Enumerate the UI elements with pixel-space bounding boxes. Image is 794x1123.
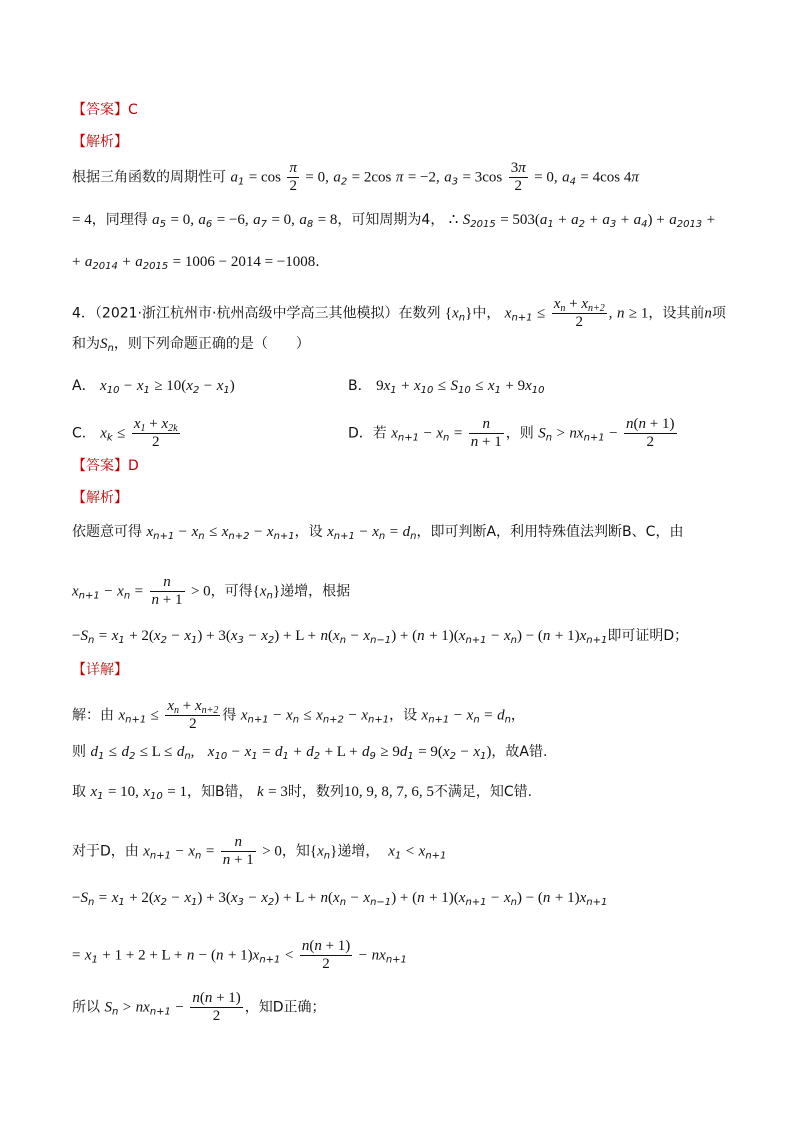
answer-label: 【答案】 [72, 458, 128, 474]
q4-analysis-line-2: $x_{n+1} - x_n$ = $\frac{n}{n + 1}$ > 0，可得$\{x_n\}$递增，根据 [72, 574, 351, 608]
fraction: $\frac{n(n + 1)}{2}$ [301, 938, 351, 972]
q4-stem-line-1: 4．（2021·浙江杭州市·杭州高级中学高三其他模拟）在数列 $\{x_n\}$中， $x_{n+1}$ ≤ $\frac{x_n + x_{n+2}}{2}$ , n ≥ 1，设其前n项 [72, 296, 726, 330]
prev-answer-line [72, 100, 138, 120]
fraction: $\frac{n}{n + 1}$ [151, 574, 183, 608]
question-number: 4． [72, 305, 95, 322]
counterexample-sequence: 10, 9, 8, 7, 6, 5 [343, 784, 434, 800]
fraction: $\frac{x_n + x_{n+2}}{2}$ [167, 698, 219, 732]
q4-detail-line-1: 解：由 $x_{n+1}$ ≤ $\frac{x_n + x_{n+2}}{2}$ 得 $x_{n+1} - x_n \le x_{n+2} - x_{n+1}$，设 $x_{n+1} - x_n = d_n$， [72, 698, 525, 732]
q4-detail-line-5: $-S_n = x_1 + 2(x_2 - x_1) + 3(x_3 - x_2) + L + n(x_n - x_{n-1}) + (n + 1)(x_{n+1} - x_n) - (n + 1)x_{n+1}$ [72, 890, 608, 908]
fraction: $\frac{3\pi}{2}$ [510, 160, 526, 194]
answer-value: C [128, 102, 138, 118]
q4-answer-line [72, 456, 139, 476]
fraction: $\frac{n(n + 1)}{2}$ [192, 990, 241, 1024]
q4-detail-label: 【详解】 [72, 662, 128, 678]
q4-analysis-line-3: $-S_n = x_1 + 2(x_2 - x_1) + 3(x_3 - x_2) + L + n(x_n - x_{n-1}) + (n + 1)(x_{n+1} - x_n) - (n + 1)x_{n+1}$即可证明D； [72, 628, 689, 646]
q4-stem-line-2: 和为$S_n$，则下列命题正确的是（ ） [72, 336, 310, 354]
q4-analysis-label: 【解析】 [72, 490, 128, 506]
fraction: $\frac{x_1 + x_{2k}}{2}$ [133, 416, 178, 450]
prev-analysis-label: 【解析】 [72, 134, 128, 150]
fraction: $\frac{n(n + 1)}{2}$ [626, 416, 675, 450]
option-c: C． $x_k$ ≤ $\frac{x_1 + x_{2k}}{2}$ [72, 416, 178, 450]
q4-detail-line-4: 对于D，由 $x_{n+1} - x_n$ = $\frac{n}{n + 1}$ > 0，知$\{x_n\}$递增， $x_1 < x_{n+1}$ [72, 834, 447, 868]
answer-label: 【答案】 [72, 102, 128, 118]
fraction: $\frac{n}{n + 1}$ [470, 416, 502, 450]
answer-value: D [128, 458, 139, 474]
prev-analysis-line-2: = 4，同理得 $a_5 = 0$, $a_6 = -6$, $a_7 = 0$, $a_8 = 8$，可知周期为4， ∴ $S_{2015} = 503(a_1 + a_2 + a_3 + a_4) + a_{2013}$ + [72, 212, 716, 230]
q4-detail-line-2: 则 $d_1 \le d_2 \le L \le d_n$, $x_{10} - x_1 = d_1 + d_2 + L + d_9 \ge 9d_1 = 9(x_2 - x_1)$，故A错. [72, 744, 548, 762]
fraction: $\frac{\pi}{2}$ [289, 160, 297, 194]
prev-analysis-line-1: 根据三角函数的周期性可 $a_1 = \cos$ $\frac{\pi}{2}$ = 0, $a_2 = 2\cos$ π = −2, $a_3 = 3\cos$ $\frac{3\pi}{2}$ = 0, $a_4 = 4\cos$ 4π [72, 160, 639, 194]
q4-detail-line-3: 取 $x_1 = 10$, $x_{10} = 1$，知B错， k = 3时，数列10, 9, 8, 7, 6, 5不满足，知C错. [72, 784, 533, 802]
q4-analysis-line-1: 依题意可得 $x_{n+1} - x_n \le x_{n+2} - x_{n+1}$，设 $x_{n+1} - x_n = d_n$，即可判断A，利用特殊值法判断B、C，由 [72, 524, 684, 542]
option-d: D．若 $x_{n+1} - x_n$ = $\frac{n}{n + 1}$ ，则 $S_n > nx_{n+1}$ − $\frac{n(n + 1)}{2}$ [348, 416, 675, 450]
option-a: A． $x_{10} - x_1 \ge 10(x_2 - x_1)$ [72, 378, 235, 396]
question-source: （2021·浙江杭州市·杭州高级中学高三其他模拟） [94, 305, 399, 322]
fraction: $\frac{n}{n + 1}$ [222, 834, 254, 868]
prev-analysis-line-3: + $a_{2014} + a_{2015} = 1006 - 2014 = -1008$. [72, 254, 320, 272]
q4-detail-line-7: 所以 $S_n > nx_{n+1}$ − $\frac{n(n + 1)}{2}$ ，知D正确； [72, 990, 326, 1024]
option-b: B． $9x_1 + x_{10} \le S_{10} \le x_1 + 9x_{10}$ [348, 378, 545, 396]
fraction: $\frac{x_n + x_{n+2}}{2}$ [553, 296, 605, 330]
q4-detail-line-6: = $x_1 + 1 + 2 + L + n - (n + 1)x_{n+1}$ < $\frac{n(n + 1)}{2}$ − $nx_{n+1}$ [72, 938, 407, 972]
